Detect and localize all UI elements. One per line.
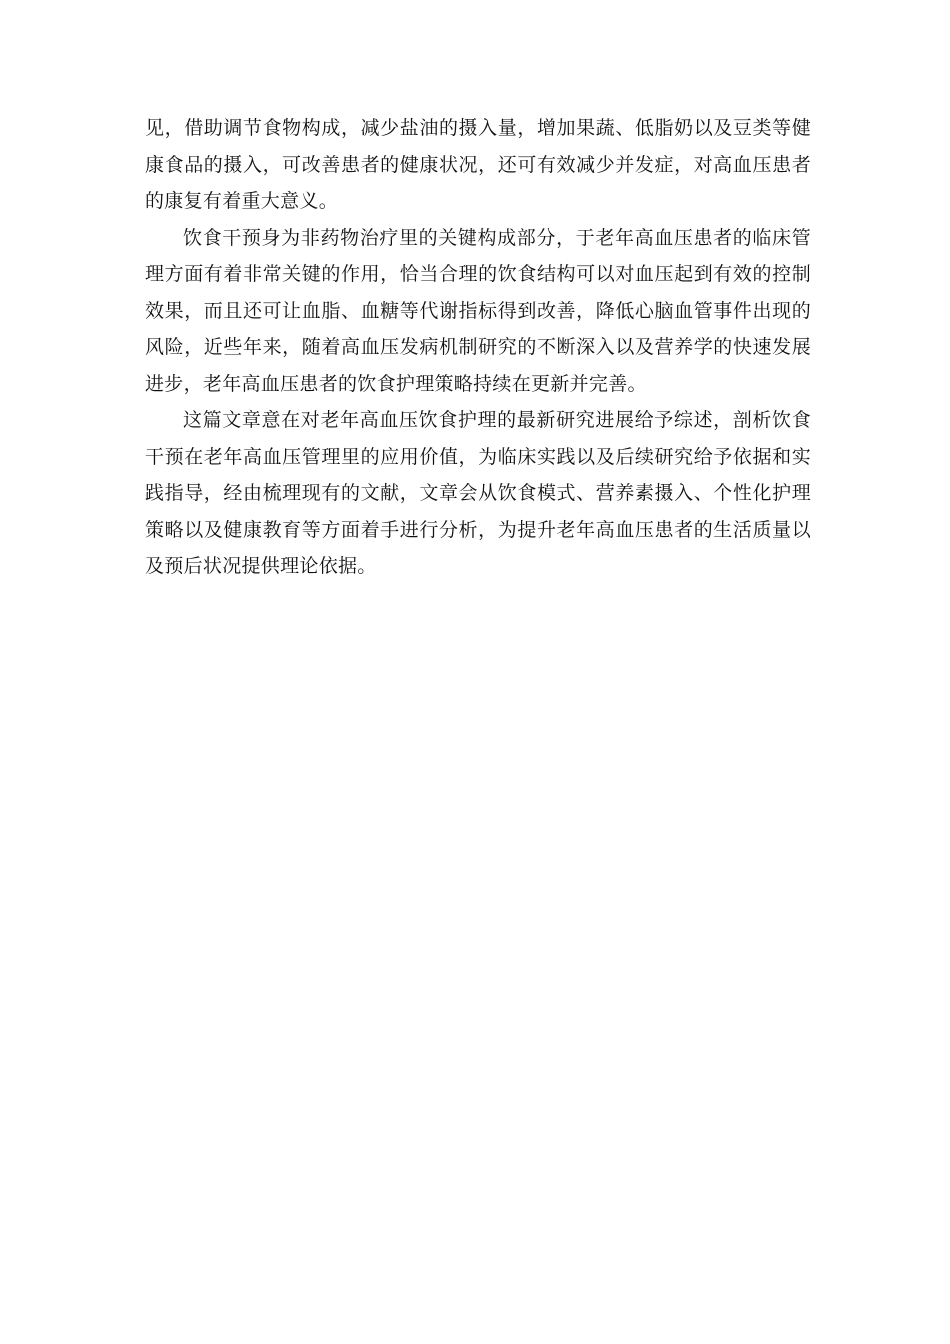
paragraph-continuation: 见，借助调节食物构成，减少盐油的摄入量，增加果蔬、低脂奶以及豆类等健康食品的摄入，可改善患者的健康状况，还可有效减少并发症，对高血压患者的康复有着重大意义。 [145,117,811,212]
paragraph-article-purpose: 这篇文章意在对老年高血压饮食护理的最新研究进展给予综述，剖析饮食干预在老年高血压管理里的应用价值，为临床实践以及后续研究给予依据和实践指导，经由梳理现有的文献，文章会从饮食模式、营养素摄入、个性化护理策略以及健康教育等方面着手进行分析，为提升老年高血压患者的生活质量以及预后状况提供理论依据。 [145,409,811,577]
body-text [145,110,811,585]
paragraph-diet-intervention: 饮食干预身为非药物治疗里的关键构成部分，于老年高血压患者的临床管理方面有着非常关键的作用，恰当合理的饮食结构可以对血压起到有效的控制效果，而且还可让血脂、血糖等代谢指标得到改善，降低心脑血管事件出现的风险，近些年来，随着高血压发病机制研究的不断深入以及营养学的快速发展进步，老年高血压患者的饮食护理策略持续在更新并完善。 [145,226,811,395]
